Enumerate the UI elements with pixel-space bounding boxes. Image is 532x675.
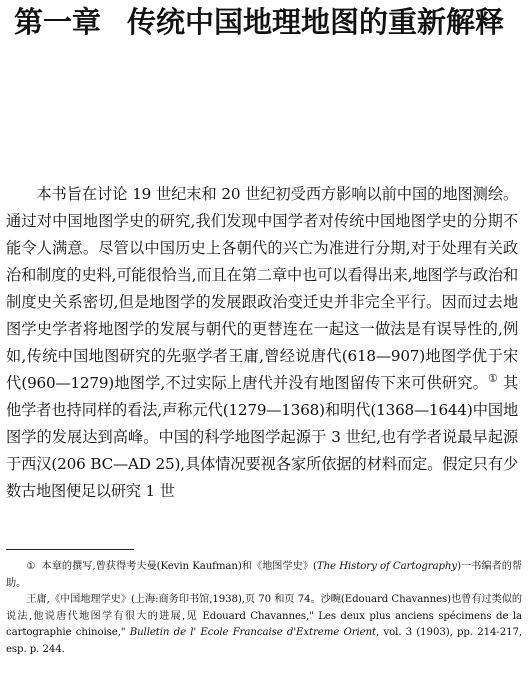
footnote-1-text-a: 本章的撰写,曾获得考夫曼(Kevin Kaufman)和《地图学史》( bbox=[41, 561, 317, 572]
body-text-part-2: 其他学者也持同样的看法,声称元代(1279—1368)和明代(1368—1644)中国地图学的发展达到高峰。中国的科学地图学起源于 3 世纪,也有学者说最早起源于西汉(206 BC—AD 25),具体情况要视各家所依据的材料而定。假定只有少数古地图便足以研究 1 世 bbox=[6, 374, 518, 500]
footnote-2-text-b: , vol. 3 (1903), pp. 214-217, esp. p. 244. bbox=[6, 627, 522, 655]
footnote-reference[interactable]: ① bbox=[487, 371, 498, 385]
chapter-title: 传统中国地理地图的重新解释 bbox=[127, 5, 505, 39]
footnotes bbox=[6, 559, 522, 659]
footnote-1-text-b: )一书编者的帮助。 bbox=[6, 561, 522, 589]
body-text bbox=[6, 181, 518, 505]
chapter-number: 第一章 bbox=[14, 5, 102, 39]
chapter-heading bbox=[14, 2, 524, 42]
body-paragraph bbox=[6, 181, 518, 505]
footnote-1 bbox=[6, 559, 522, 592]
footnote-marker: ① bbox=[26, 561, 36, 572]
footnote-1-book-title: The History of Cartography bbox=[316, 561, 458, 572]
body-text-part-1: 本书旨在讨论 19 世纪末和 20 世纪初受西方影响以前中国的地图测绘。通过对中国地图学史的研究,我们发现中国学者对传统中国地图学史的分期不能令人满意。尽管以中国历史上各朝代的兴亡为准进行分期,对于处理有关政治和制度的史料,可能很恰当,而且在第二章中也可以看得出来,地图学与政治和制度史关系密切,但是地图学的发展跟政治变迁史并非完全平行。因而过去地图学史学者将地图学的发展与朝代的更替连在一起这一做法是有误导性的,例如,传统中国地图研究的先驱学者王庸,曾经说唐代(618—907)地图学优于宋代(960—1279)地图学,不过实际上唐代并没有地图留传下来可供研究。 bbox=[6, 185, 518, 392]
footnote-divider bbox=[6, 549, 134, 550]
footnote-2-text-a: 王庸,《中国地理学史》(上海:商务印书馆,1938),页 70 和页 74。沙畹(Edouard Chavannes)也曾有过类似的说法,他说唐代地图学有很大的进展,见 Edouard Chavannes," Les deux plus anciens spécimens de la cartographie chinoise," bbox=[6, 594, 522, 639]
footnote-2 bbox=[6, 592, 522, 658]
footnote-2-journal-title: Bulletin de l' Ecole Francaise d'Extreme Orient bbox=[129, 627, 377, 639]
